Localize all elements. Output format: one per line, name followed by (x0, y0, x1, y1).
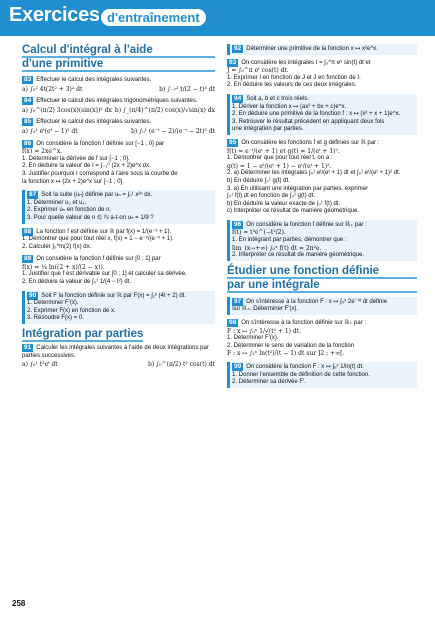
exercise-number: 88 (24, 227, 32, 235)
right-column (227, 44, 417, 392)
exercise-86: 86 On considère la fonction f définie sur [−1 ; 0] par f(x) = 2xe^x. 1. Déterminer la dérivée de f sur [−1 ; 0]. 2. En déduire la valeur de I = ∫₋₁⁰ (2x + 2)e^x dx. 3. Justifier pourquoi I correspond à l'aire sous la courbe de la fonction x ↦ (2x + 2)e^x sur [−1 ; 0]. (22, 139, 178, 185)
exercise-number: 99 (234, 363, 242, 370)
exercise-number: 97 (234, 297, 242, 305)
section-title: Intégration par parties (22, 328, 144, 341)
exercise-90: 90 Soit F la fonction définie sur ℝ par F(x) = ∫₁ˣ (4t + 2) dt. 1. Déterminer F'(x). 2. Exprimer F(x) en fonction de x. 3. Résoudre F(x) = 0. (22, 291, 215, 324)
exercise-number: 94 (234, 94, 242, 102)
banner (0, 0, 435, 36)
section-title: Étudier une fonction définie par une intégrale (227, 265, 417, 293)
exercise-95: 95 On considère les fonctions f et g définies sur ℝ par : f(t) = e⁻ᵗ/(eᵗ + 1) et g(t) = 1/(eᵗ + 1)². 1. Démontrer que pour tout réel t, on a : g(t) = 1 − eᵗ/(eᵗ + 1) − eᵗ/(eᵗ + 1)². 2. a) Déterminer les intégrales ∫₀¹ eᵗ/(eᵗ + 1) dt et ∫₀¹ eᵗ/(eᵗ + 1)² dt. b) En déduire ∫₀¹ g(t) dt. 3. a) En utilisant une intégration par parties, exprimer ∫₀¹ f(t) dt en fonction de ∫₀¹ g(t) dt. b) En déduire la valeur exacte de ∫₀¹ f(t) dt. c) Interpréter ce résultat de manière géométrique. (227, 138, 401, 215)
exercise-98: 98 On s'intéresse à la fonction définie sur ℝ₊ par : F : x ↦ ∫₀ˣ 1/√(t² + 1) dt. 1. Déterminer F'(x). 2. Déterminer le sens de variation de la fonction F : x ↦ ∫₂ˣ ln(t²)/(t − 1) dt sur ]2 ; +∞[. (227, 319, 367, 358)
exercise-number: 85 (24, 118, 32, 126)
exercise-number: 92 (234, 45, 242, 52)
page-number: 258 (12, 599, 26, 608)
exercise-number: 84 (24, 97, 32, 105)
exercise-97: 97 On s'intéresse à la fonction F : x ↦ ∫₀ˣ 2e⁻³ᵗ dt définie sur ℝ₊. Déterminer F'(x). (227, 297, 417, 315)
exercise-number: 93 (229, 58, 237, 66)
exercise-number: 83 (24, 76, 32, 83)
exercise-87: 87 Soit la suite (uₙ) définie par uₙ = ∫₀¹ x²ⁿ dx. 1. Déterminer u₀ et u₁. 2. Exprimer uₙ en fonction de n. 3. Pour quelle valeur de n ∈ ℕ a-t-on uₙ = 1/9 ? (22, 190, 215, 223)
exercise-96: 96 On considère la fonction f définie sur ℝ₊ par : f(t) = t³e^(−t²/2). 1. En intégrant par parties, démontrer que : lim_(x→+∞) ∫₀ˣ f(t) dt = 2π²e. 2. Interpréter ce résultat de manière géométrique. (227, 220, 417, 261)
exercise-91: 91 Calculer les intégrales suivantes à l'aide de deux intégrations par parties successives. a) ∫₀¹ t²eᵗ dt b) ∫₀^(π/2) t² cos(t) dt (22, 344, 215, 369)
exercise-number: 98 (229, 319, 237, 327)
exercise-93: 93 On considère les intégrales I = ∫₀^π eˣ sin(t) dt et J = ∫₀^π eᵗ cos(t) dt. 1. Exprimer I en fonction de J et J en fonction de I. 2. En déduire les valeurs de ces deux intégrales. (227, 58, 371, 89)
exercise-85: 85 Effectuer le calcul des intégrales suivantes. a) ∫₀¹ eᵗ(eᵗ − 1)² dt b) ∫₀¹ (e⁻ᵗ − 2)/(e⁻ᵗ − 2t)³ dt (22, 118, 215, 135)
exercise-88: 88 La fonction f est définie sur ℝ par f(x) = 1/(e⁻ˣ + 1). 1. Démontrer que pour tout réel x, f(x) = 1 − e⁻ˣ/(e⁻ˣ + 1). 2. Calculer ∫₀^ln(2) f(x) dx. (22, 227, 174, 250)
section-title: Calcul d'intégral à l'aide d'une primitive (22, 44, 215, 72)
exercise-99: 99 On considère la fonction F : x ↦ ∫ₑˣ 1/ln(t) dt. 1. Donner l'ensemble de définition de cette fonction. 2. Déterminer sa dérivée F'. (227, 362, 417, 388)
exercise-92: 92 Déterminer une primitive de la fonction x ↦ x²e^x. (227, 44, 417, 55)
exercise-number: 96 (234, 220, 242, 228)
banner-title: Exercices (9, 4, 100, 26)
exercise-94: 94 Soit a, b et c trois réels. 1. Dériver la fonction x ↦ (ax² + bx + c)e^x. 2. En déduire une primitive de la fonction f : x ↦ (x² + x + 1)e^x. 3. Retrouver le résultat précédent en appliquant deux fois une intégration par parties. (227, 94, 417, 135)
exercise-89: 89 On considère la fonction f définie sur [0 ; 1] par f(x) = ¼ ln((2 + x)/(2 − x)). 1. Justifier que f est dérivable sur [0 ; 1] et calculer sa dérivée. 2. En déduire la valeur de ∫₀¹ 1/(4 − t²) dt. (22, 255, 187, 286)
exercise-83: 83 Effectuer le calcul des intégrales suivantes. a) ∫₀² 4t(2t² + 3)² dt b) ∫₋₇² t/(2 − t)³ dt (22, 76, 215, 93)
left-column (22, 44, 215, 373)
exercise-number: 86 (24, 139, 32, 147)
exercise-number: 87 (29, 191, 37, 199)
exercise-number: 89 (24, 255, 32, 263)
exercise-number: 91 (24, 344, 32, 352)
banner-badge: d'entraînement (101, 9, 206, 26)
exercise-number: 90 (29, 291, 37, 299)
exercise-84: 84 Effectuer le calcul des intégrales trigonométriques suivantes. a) ∫₀^(π/2) 3cos(x)(sin(x))² dx b) ∫_(π/4)^(π/2) cos(x)/√sin(x) dx (22, 97, 215, 114)
exercise-number: 95 (229, 138, 237, 146)
